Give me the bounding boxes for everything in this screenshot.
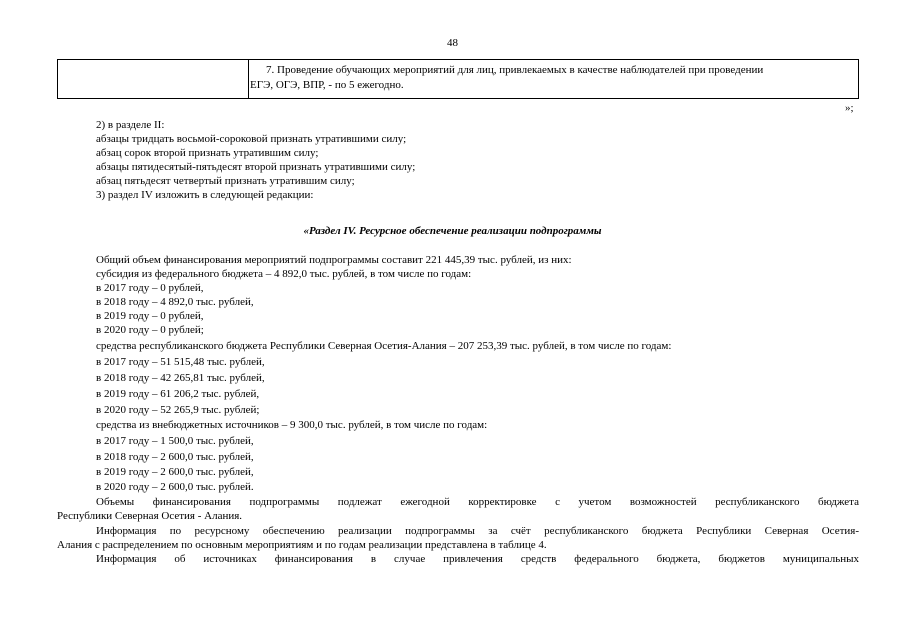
- section-heading: «Раздел IV. Ресурсное обеспечение реализации подпрограммы: [303, 225, 602, 237]
- paragraph: [57, 524, 859, 552]
- table-cell-line-1: 7. Проведение обучающих мероприятий для лиц, привлекаемых в качестве наблюдателей при проведении: [266, 64, 764, 76]
- body-line: в 2019 году – 0 рублей,: [96, 310, 204, 322]
- table-cell-text: [250, 63, 858, 93]
- body-line: субсидия из федерального бюджета – 4 892,0 тыс. рублей, в том числе по годам:: [96, 268, 472, 280]
- body-line: в 2018 году – 2 600,0 тыс. рублей,: [96, 451, 254, 463]
- paragraph-first-line: Информация по ресурсному обеспечению реализации подпрограммы за счёт республиканского бюджета Республики Северная Осетия-: [96, 525, 859, 537]
- body-line: средства из внебюджетных источников – 9 300,0 тыс. рублей, в том числе по годам:: [96, 419, 488, 431]
- amendment-line: 3) раздел IV изложить в следующей редакции:: [96, 189, 314, 201]
- amendment-line: абзацы тридцать восьмой-сороковой признать утратившими силу;: [96, 133, 407, 145]
- closing-quote-mark: »;: [845, 102, 854, 114]
- paragraph-rest: Алания с распределением по основным мероприятиям и по годам реализации представлена в таблице 4.: [57, 539, 547, 551]
- body-line: в 2019 году – 2 600,0 тыс. рублей,: [96, 466, 254, 478]
- paragraph-first-line: Объемы финансирования подпрограммы подлежат ежегодной корректировке с учетом возможностей республиканского бюджета: [96, 496, 859, 508]
- amendment-line: абзац сорок второй признать утратившим силу;: [96, 147, 319, 159]
- body-line: в 2017 году – 1 500,0 тыс. рублей,: [96, 435, 254, 447]
- paragraph-first-line: Информация об источниках финансирования в случае привлечения средств федерального бюджета, бюджетов муниципальных: [96, 553, 859, 565]
- body-line: Общий объем финансирования мероприятий подпрограммы составит 221 445,39 тыс. рублей, из них:: [96, 254, 572, 266]
- body-line: средства республиканского бюджета Республики Северная Осетия-Алания – 207 253,39 тыс. рублей, в том числе по годам:: [96, 340, 672, 352]
- paragraph: [57, 552, 859, 566]
- table-row: [57, 59, 859, 99]
- paragraph-rest: Республики Северная Осетия - Алания.: [57, 510, 243, 522]
- table-cell-line-2: ЕГЭ, ОГЭ, ВПР, - по 5 ежегодно.: [250, 79, 404, 91]
- table-cell-empty: [58, 60, 249, 98]
- body-line: в 2020 году – 0 рублей;: [96, 324, 204, 336]
- body-line: в 2019 году – 61 206,2 тыс. рублей,: [96, 388, 260, 400]
- body-line: в 2018 году – 4 892,0 тыс. рублей,: [96, 296, 254, 308]
- body-line: в 2020 году – 52 265,9 тыс. рублей;: [96, 404, 260, 416]
- body-line: в 2020 году – 2 600,0 тыс. рублей.: [96, 481, 254, 493]
- body-line: в 2017 году – 51 515,48 тыс. рублей,: [96, 356, 265, 368]
- page-number: 48: [447, 37, 458, 49]
- amendment-line: абзац пятьдесят четвертый признать утратившим силу;: [96, 175, 355, 187]
- amendment-line: абзацы пятидесятый-пятьдесят второй признать утратившими силу;: [96, 161, 416, 173]
- body-line: в 2018 году – 42 265,81 тыс. рублей,: [96, 372, 265, 384]
- body-line: в 2017 году – 0 рублей,: [96, 282, 204, 294]
- amendment-line: 2) в разделе II:: [96, 119, 165, 131]
- paragraph: [57, 495, 859, 523]
